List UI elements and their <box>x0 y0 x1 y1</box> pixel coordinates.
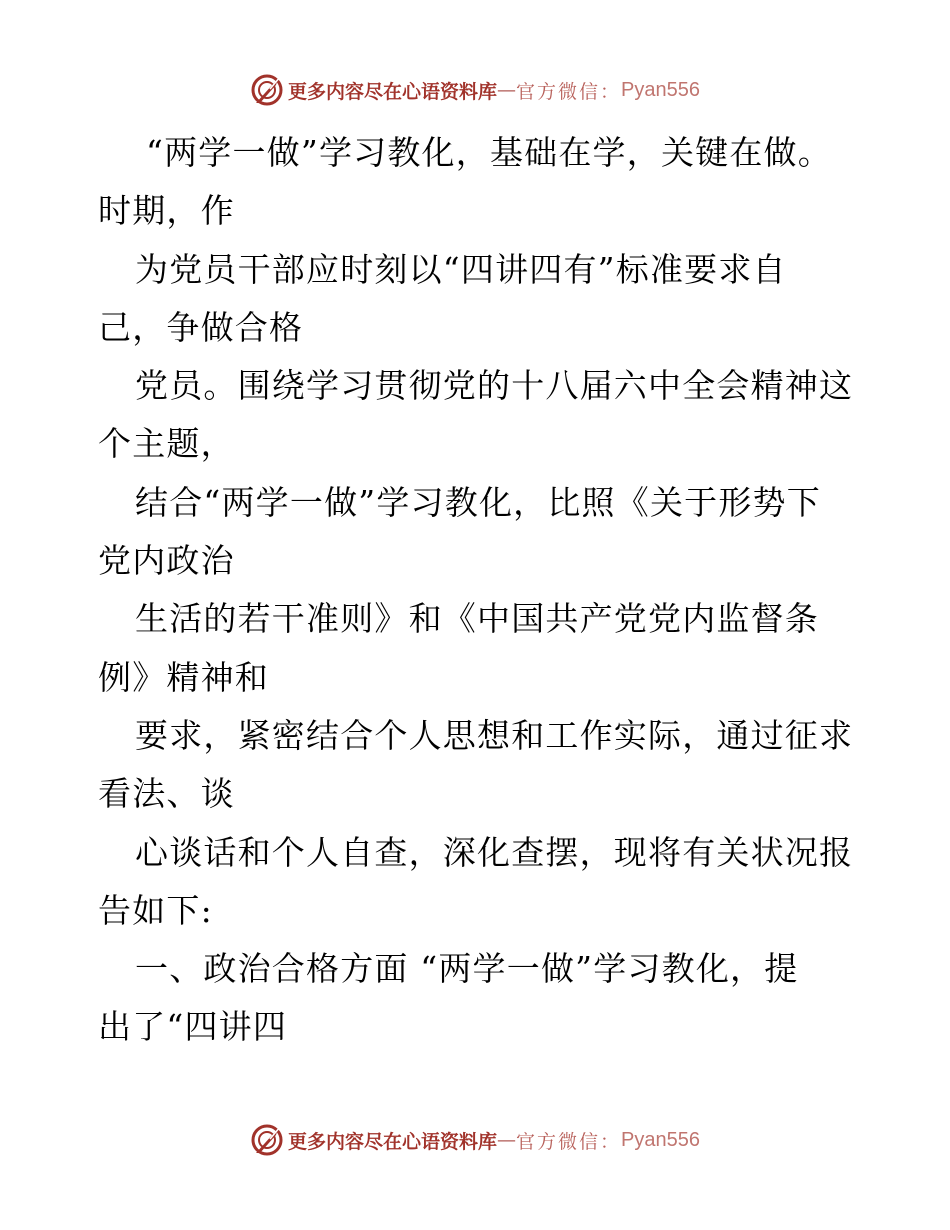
text-line: 个主题， <box>98 424 235 464</box>
text-line: 要求，紧密结合个人思想和工作实际，通过征求 <box>135 715 854 755</box>
text-line: 例》精神和 <box>98 657 269 697</box>
watermark-wechat-label: 官方微信： <box>516 1130 622 1153</box>
text-line: 一、政治合格方面 “两学一做”学习教化，提 <box>135 949 799 989</box>
text-line: 看法、谈 <box>98 774 235 814</box>
watermark-wechat-label: 官方微信： <box>516 80 622 103</box>
text-line: 党员。围绕学习贯彻党的十八届六中全会精神这 <box>135 366 854 406</box>
text-line: 出了“四讲四 <box>98 1007 288 1047</box>
text-line: 结合“两学一做”学习教化，比照《关于形势下 <box>135 482 821 522</box>
header-watermark <box>0 72 950 108</box>
watermark-wechat-id: Pyan556 <box>621 78 700 101</box>
watermark-brand: 更多内容尽在心语资料库 <box>288 1130 498 1153</box>
footer-watermark <box>0 1122 950 1158</box>
text-line: 告如下: <box>98 890 213 930</box>
text-line: 党内政治 <box>98 541 235 581</box>
watermark-separator: — <box>497 1129 517 1151</box>
text-line: 时期，作 <box>98 191 235 231</box>
quill-seal-icon <box>250 73 284 107</box>
text-line: 生活的若干准则》和《中国共产党党内监督条 <box>135 599 819 639</box>
text-line: “两学一做”学习教化，基础在学，关键在做。 <box>146 133 832 172</box>
text-line: 心谈话和个人自查，深化查摆，现将有关状况报 <box>135 832 854 872</box>
quill-seal-icon <box>250 1123 284 1157</box>
watermark-wechat-id: Pyan556 <box>621 1128 700 1151</box>
watermark-separator: — <box>497 79 517 101</box>
document-body <box>98 124 888 1057</box>
text-line: 己，争做合格 <box>98 307 304 347</box>
text-line: 为党员干部应时刻以“四讲四有”标准要求自 <box>135 249 787 289</box>
watermark-brand: 更多内容尽在心语资料库 <box>288 80 498 103</box>
